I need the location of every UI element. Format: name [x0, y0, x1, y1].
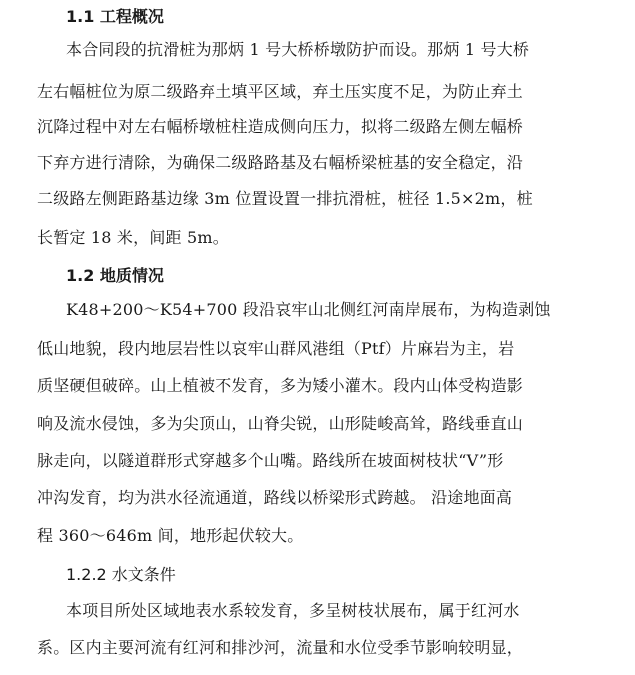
paragraph-line: 系。区内主要河流有红河和排沙河，流量和水位受季节影响较明显， [37, 638, 524, 657]
paragraph-line: 左右幅桩位为原二级路弃土填平区域，弃土压实度不足，为防止弃土 [37, 82, 524, 101]
paragraph-line: 沉降过程中对左右幅桥墩桩柱造成侧向压力，拟将二级路左侧左幅桥 [37, 117, 524, 136]
paragraph-line: 二级路左侧距路基边缘 3m 位置设置一排抗滑桩，桩径 1.5×2m，桩 [37, 189, 533, 208]
paragraph-line: 程 360～646m 间，地形起伏较大。 [37, 526, 304, 545]
paragraph-line: 响及流水侵蚀，多为尖顶山，山脊尖锐，山形陡峻高耸，路线垂直山 [37, 414, 524, 433]
paragraph-line: K48+200～K54+700 段沿哀牢山北侧红河南岸展布，为构造剥蚀 [66, 300, 551, 319]
section-heading-1-2-2: 1.2.2 水文条件 [66, 565, 176, 584]
paragraph-line: 低山地貌，段内地层岩性以哀牢山群风港组（Ptf）片麻岩为主，岩 [37, 339, 515, 358]
paragraph-line: 本项目所处区域地表水系较发育，多呈树枝状展布，属于红河水 [66, 601, 520, 620]
paragraph-line: 脉走向，以隧道群形式穿越多个山嘴。路线所在坡面树枝状“V”形 [37, 451, 504, 470]
paragraph-line: 质坚硬但破碎。山上植被不发育，多为矮小灌木。段内山体受构造影 [37, 376, 524, 395]
paragraph-line: 下弃方进行清除，为确保二级路路基及右幅桥梁桩基的安全稳定，沿 [37, 153, 524, 172]
paragraph-line: 长暂定 18 米，间距 5m。 [37, 228, 229, 247]
paragraph-line: 冲沟发育，均为洪水径流通道，路线以桥梁形式跨越。 沿途地面高 [37, 488, 513, 507]
paragraph-line: 本合同段的抗滑桩为那炳 1 号大桥桥墩防护而设。那炳 1 号大桥 [66, 40, 530, 59]
section-heading-1-2: 1.2 地质情况 [66, 266, 164, 285]
section-heading-1-1: 1.1 工程概况 [66, 7, 164, 26]
